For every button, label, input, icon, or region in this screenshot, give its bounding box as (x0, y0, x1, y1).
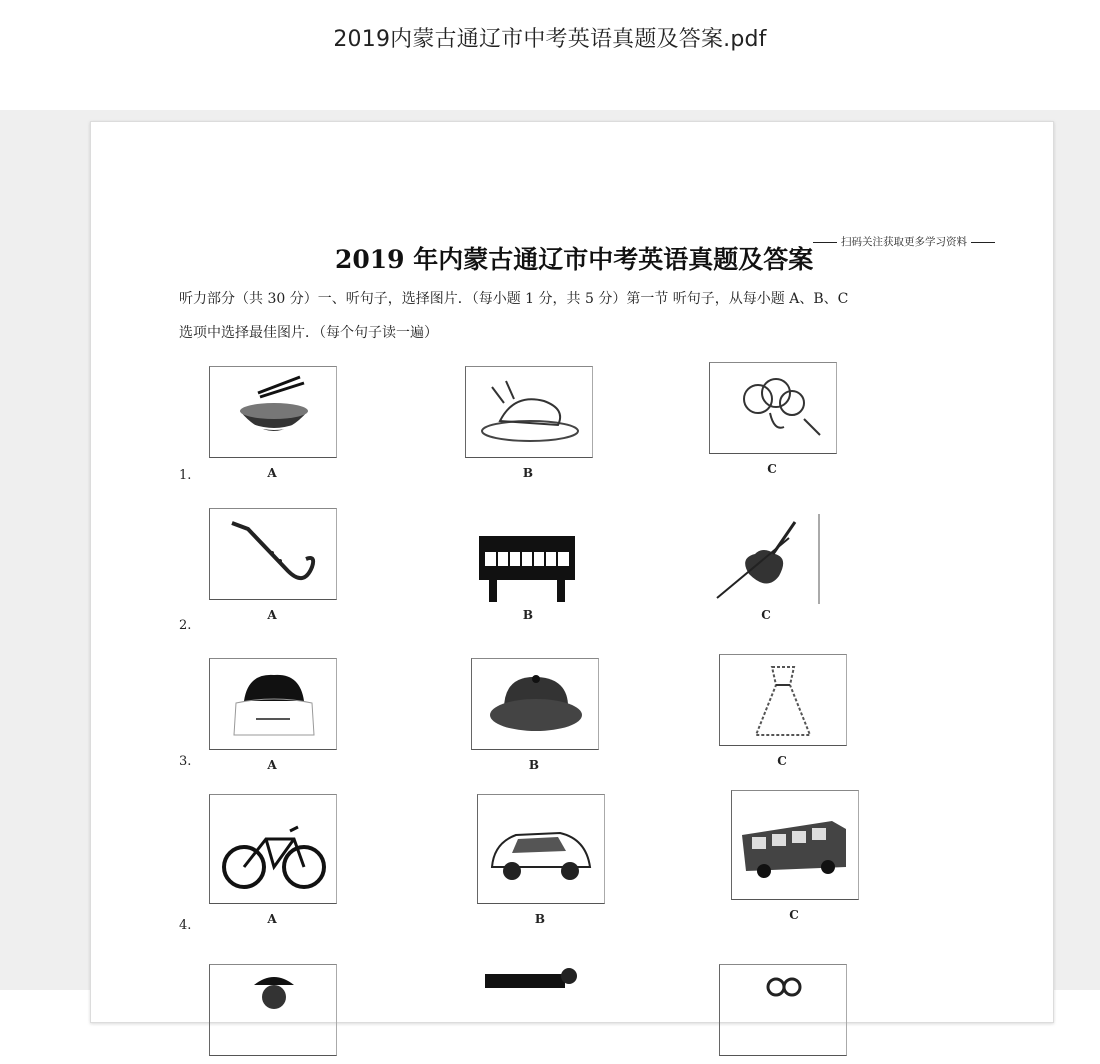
option-image-frame (209, 794, 337, 904)
question-number: 3. (179, 754, 192, 769)
option-c (709, 362, 839, 476)
instruction-line: 听力部分（共 30 分）一、听句子，选择图片．（每小题 1 分，共 5 分）第一节 听句子，从每小题 A、B、C (179, 291, 849, 307)
option-letter: C (777, 754, 787, 768)
dress-icon (728, 661, 838, 739)
bicycle-icon (218, 809, 328, 899)
option-letter: B (528, 758, 540, 772)
option-image-frame (209, 366, 337, 458)
option-b (465, 366, 595, 480)
police-officer-icon (218, 971, 328, 1049)
cap-icon (218, 665, 328, 743)
hat-icon (480, 665, 590, 743)
side-note-text: 扫码关注获取更多学习资料 (841, 236, 967, 248)
option-letter: A (267, 466, 277, 480)
option-b (471, 658, 601, 772)
instruction-line: 选项中选择最佳图片．（每个句子读一遍） (179, 325, 438, 341)
car-icon (486, 809, 596, 899)
option-image-frame (719, 964, 847, 1056)
owl-icon (728, 971, 838, 1049)
option-letter: A (267, 608, 277, 622)
saxophone-icon (218, 515, 328, 593)
roast-chicken-icon (474, 373, 584, 451)
noodle-bowl-icon (218, 373, 328, 451)
option-a (209, 366, 339, 480)
option-a (209, 658, 339, 772)
option-image-frame (471, 658, 599, 750)
option-letter: B (522, 466, 534, 480)
option-image-frame (465, 366, 593, 458)
option-letter: C (767, 462, 777, 476)
option-letter: B (534, 912, 546, 926)
option-c (703, 508, 833, 622)
option-image-frame (209, 508, 337, 600)
option-image-frame (709, 362, 837, 454)
violin-icon (703, 508, 823, 604)
pdf-page (90, 121, 1054, 1023)
option-letter: C (789, 908, 799, 922)
option-b (465, 508, 595, 622)
divider (971, 242, 995, 243)
option-a (209, 794, 339, 926)
document-title: 2019 年内蒙古通辽市中考英语真题及答案 (335, 245, 814, 274)
option-c (731, 790, 861, 922)
option-c (719, 654, 849, 768)
option-image-frame (209, 658, 337, 750)
question-number: 1. (179, 468, 192, 483)
option-b (471, 964, 601, 1064)
option-letter: A (267, 912, 277, 926)
file-title: 2019内蒙古通辽市中考英语真题及答案.pdf (333, 27, 767, 52)
document-viewer[interactable] (0, 110, 1100, 990)
question-number: 4. (179, 918, 192, 933)
bus-icon (740, 805, 850, 895)
option-image-frame (477, 794, 605, 904)
option-b (477, 794, 607, 926)
option-a (209, 508, 339, 622)
option-letter: B (522, 608, 534, 622)
option-image-frame (731, 790, 859, 900)
option-a (209, 964, 339, 1064)
option-c (719, 964, 849, 1064)
option-image-frame (719, 654, 847, 746)
option-image-frame (209, 964, 337, 1056)
option-letter: A (267, 758, 277, 772)
tool-icon (479, 964, 589, 1004)
divider (813, 242, 837, 243)
cauliflower-icon (718, 369, 828, 447)
side-note (809, 234, 999, 249)
question-number: 2. (179, 618, 192, 633)
piano-icon (473, 520, 583, 608)
viewer-header (0, 0, 1100, 110)
option-letter: C (761, 608, 771, 622)
